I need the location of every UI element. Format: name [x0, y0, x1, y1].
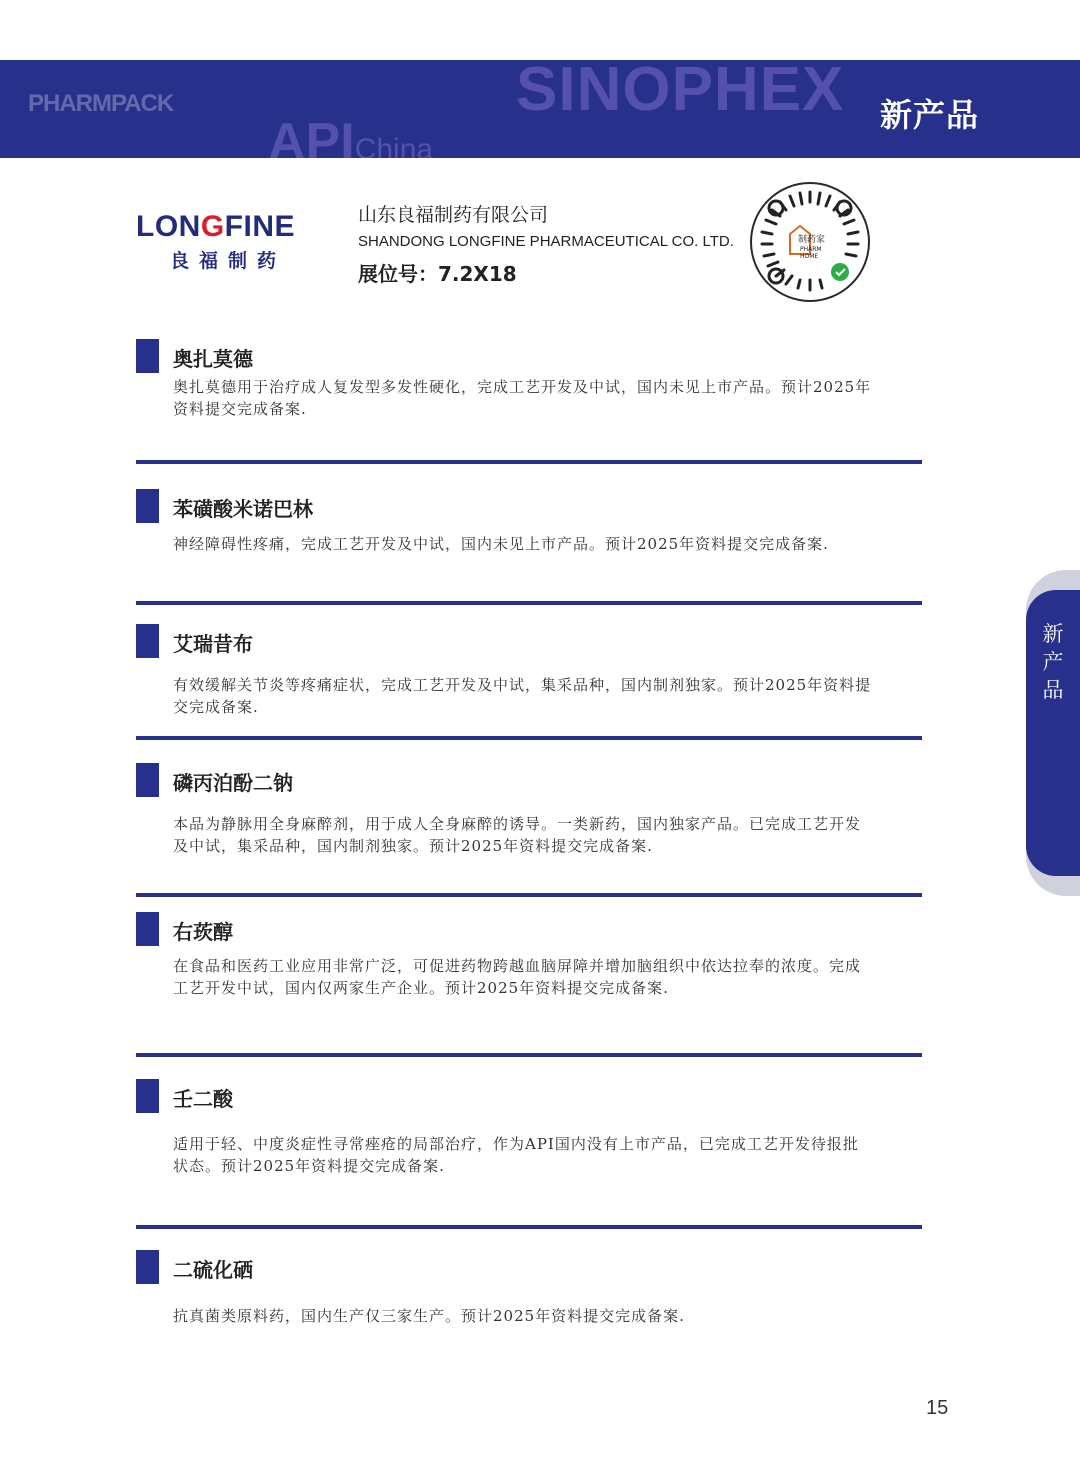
logo-en-g: G — [200, 210, 225, 243]
product-item — [136, 489, 922, 555]
logo-en-suffix: FINE — [224, 210, 296, 243]
divider — [136, 601, 922, 605]
china-watermark-text: China — [354, 133, 434, 158]
section-marker — [136, 912, 159, 946]
qr-label-cn: 制药家 — [798, 235, 826, 245]
section-marker — [136, 1079, 159, 1113]
divider — [136, 460, 922, 464]
api-watermark-text: API — [268, 113, 355, 158]
pharmpack-watermark: PHARMPACK — [28, 90, 174, 117]
qr-code-icon[interactable] — [750, 182, 870, 302]
booth-number: 展位号：7.2X18 — [358, 262, 517, 286]
divider — [136, 893, 922, 897]
product-title: 磷丙泊酚二钠 — [173, 771, 293, 795]
qr-code-graphic — [752, 184, 868, 300]
logo-chinese: 良福制药 — [170, 250, 287, 272]
qr-label-en2: HOME — [800, 253, 819, 260]
divider — [136, 1225, 922, 1229]
product-description: 适用于轻、中度炎症性寻常痤疮的局部治疗，作为API国内没有上市产品，已完成工艺开发待报批状态。预计2025年资料提交完成备案. — [173, 1135, 859, 1175]
product-title: 艾瑞昔布 — [173, 632, 253, 656]
section-marker — [136, 624, 159, 658]
page-number: 15 — [926, 1397, 949, 1419]
side-tab-label: 新产品 — [1042, 622, 1064, 702]
logo-en-prefix: LON — [136, 210, 201, 243]
product-title: 苯磺酸米诺巴林 — [173, 497, 313, 521]
sinophex-watermark: SINOPHEX — [516, 60, 845, 124]
divider — [136, 736, 922, 740]
qr-label-en1: PHARM — [800, 246, 822, 253]
product-item — [136, 1250, 922, 1327]
company-name-cn: 山东良福制药有限公司 — [358, 204, 549, 226]
logo-english — [136, 210, 336, 244]
product-item — [136, 339, 922, 420]
section-marker — [136, 763, 159, 797]
header-banner — [0, 60, 1080, 158]
product-description: 有效缓解关节炎等疼痛症状，完成工艺开发及中试，集采品种，国内制剂独家。预计2025年资料提交完成备案. — [173, 676, 872, 716]
product-description: 本品为静脉用全身麻醉剂，用于成人全身麻醉的诱导。一类新药，国内独家产品。已完成工艺开发及中试，集采品种，国内制剂独家。预计2025年资料提交完成备案. — [173, 815, 862, 855]
product-description: 抗真菌类原料药，国内生产仅三家生产。预计2025年资料提交完成备案. — [173, 1307, 685, 1325]
product-description: 神经障碍性疼痛，完成工艺开发及中试，国内未见上市产品。预计2025年资料提交完成备案. — [173, 535, 829, 553]
company-info — [358, 200, 734, 287]
product-title: 奥扎莫德 — [173, 347, 253, 371]
section-marker — [136, 339, 159, 373]
product-item — [136, 763, 922, 857]
company-name-en: SHANDONG LONGFINE PHARMACEUTICAL CO. LTD. — [358, 233, 734, 250]
banner-title: 新产品 — [880, 96, 980, 134]
product-item — [136, 1079, 922, 1177]
section-marker — [136, 489, 159, 523]
section-marker — [136, 1250, 159, 1284]
product-title: 二硫化硒 — [173, 1258, 253, 1282]
product-title: 壬二酸 — [173, 1087, 233, 1111]
product-description: 奥扎莫德用于治疗成人复发型多发性硬化，完成工艺开发及中试，国内未见上市产品。预计2025年资料提交完成备案. — [173, 378, 872, 418]
api-china-watermark — [268, 112, 433, 158]
product-description: 在食品和医药工业应用非常广泛，可促进药物跨越血脑屏障并增加脑组织中依达拉奉的浓度。完成工艺开发中试，国内仅两家生产企业。预计2025年资料提交完成备案. — [173, 957, 862, 997]
divider — [136, 1053, 922, 1057]
product-item — [136, 912, 922, 999]
product-title: 右莰醇 — [173, 920, 233, 944]
company-logo — [136, 210, 336, 273]
product-item — [136, 624, 922, 718]
